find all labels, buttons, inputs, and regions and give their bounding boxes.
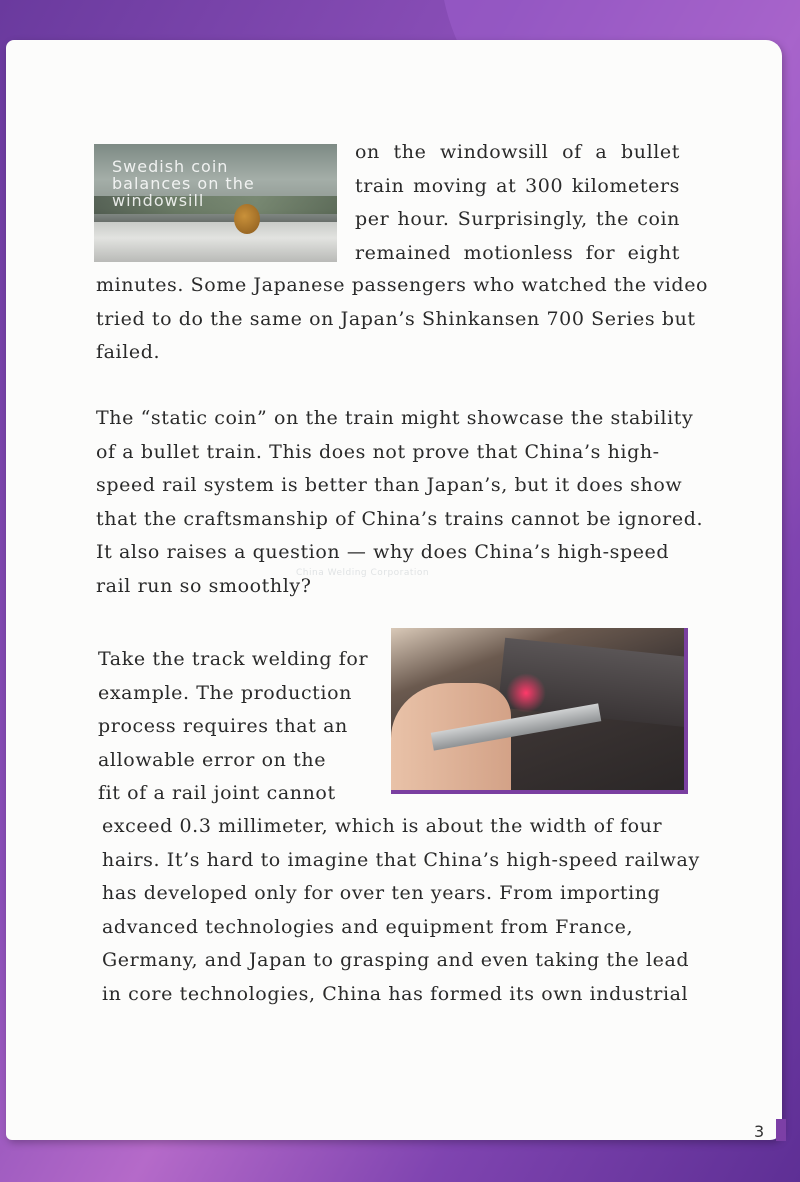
rail-welding-photo — [391, 628, 688, 794]
page-number: 3 — [754, 1122, 765, 1141]
windowsill — [94, 222, 337, 262]
paragraph-3-wrap: Take the track welding for example. The production process requires that an allowable error on the fit of a rail joint cannot — [98, 648, 369, 804]
paragraph-1-full: minutes. Some Japanese passengers who watched the video tried to do the same on Japan’s Shinkansen 700 Series but failed. — [96, 274, 709, 363]
paragraph-2: The “static coin” on the train might showcase the stability of a bullet train. This does not prove that China’s high- speed rail system is better than Japan’s, but it does show that the craftsmanship of China’s trains cannot be ignored. It also raises a question — why does China’s high-speed rail run so smoothly? — [96, 407, 704, 597]
coin-on-windowsill-photo — [94, 144, 337, 262]
weld-glow — [506, 673, 546, 713]
watermark-text: China Welding Corporation — [296, 568, 430, 578]
page-marker — [776, 1119, 786, 1141]
paragraph-1-wrap: on the windowsill of a bullet train moving at 300 kilometers per hour. Surprisingly, the coin remained motionless for eight — [355, 141, 680, 264]
book-page — [6, 40, 782, 1140]
photo-caption: Swedish coin balances on the windowsill — [112, 157, 255, 210]
paragraph-3-full: exceed 0.3 millimeter, which is about the width of four hairs. It’s hard to imagine that China’s high-speed railway has developed only for over ten years. From importing advanced technologies and equipment from France, Germany, and Japan to grasping and even taking the lead in core technologies, China has formed its own industrial — [102, 815, 700, 1005]
